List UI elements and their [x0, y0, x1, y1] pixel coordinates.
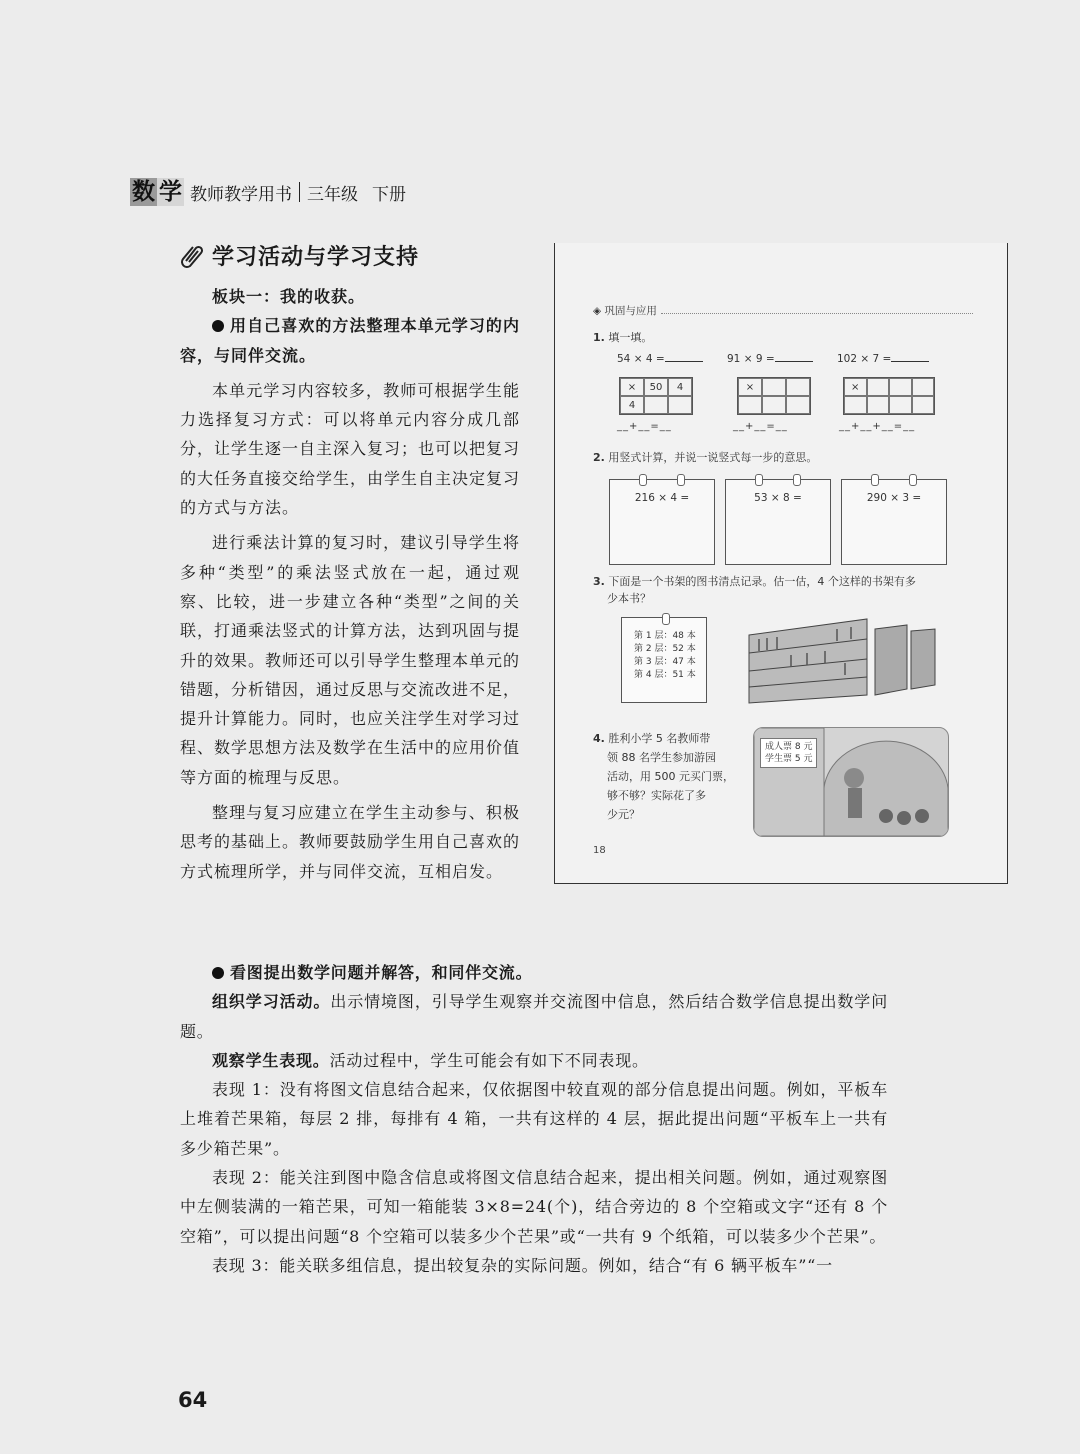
q4-text: 够不够？实际花了多: [607, 789, 706, 802]
q1-label: 1.: [593, 331, 605, 344]
multiplication-grid-1: [619, 377, 693, 415]
q1-eq-text: 54 × 4 =: [617, 353, 665, 365]
q1-eq-text: 91 × 9 =: [727, 353, 775, 365]
grid-cell: [762, 396, 786, 414]
record-line: 第 2 层：52 本: [634, 644, 696, 654]
ticket-price-line: 成人票 8 元: [765, 742, 813, 752]
subject-logo: [130, 178, 184, 206]
bullet-point-2: [180, 958, 888, 987]
record-line: 第 1 层：48 本: [634, 631, 696, 641]
grid-cell: [668, 396, 692, 414]
park-ticket-illustration: [753, 727, 949, 837]
grid-cell: 50: [644, 378, 668, 396]
paragraph-lead: 组织学习活动。: [212, 992, 331, 1012]
grid-cell: [644, 396, 668, 414]
grid-cell: ×: [844, 378, 867, 396]
inventory-record-card: [621, 617, 707, 703]
book-title: 教师教学用书: [190, 184, 292, 205]
grid-cell: [738, 396, 762, 414]
diamond-icon: ◈: [593, 304, 605, 317]
q3-label: 3.: [593, 575, 605, 588]
q4-text: 胜利小学 5 名教师带: [608, 732, 711, 745]
multiplication-grid-2: [737, 377, 811, 415]
inset-page-number: 18: [593, 845, 606, 856]
bullet-point-1: [180, 311, 520, 370]
q4-text: 领 88 名学生参加游园: [607, 751, 716, 764]
calc-expression: 290 × 3 =: [866, 492, 922, 504]
inset-subtitle-text: 巩固与应用: [604, 305, 657, 317]
sum-line: __+__+__=__: [839, 421, 916, 432]
page-number: 64: [178, 1388, 208, 1412]
calc-card: [609, 479, 715, 565]
bullet-icon: [212, 320, 224, 332]
paragraph: 表现 3：能关联多组信息，提出较复杂的实际问题。例如，结合“有 6 辆平板车”“一: [212, 1255, 833, 1275]
q4-text: 活动，用 500 元买门票，: [607, 770, 734, 783]
grid-cell: [889, 396, 912, 414]
calc-card: [841, 479, 947, 565]
textbook-inset: [554, 243, 1008, 884]
sum-line: __+__=__: [617, 421, 672, 432]
q1-text: 填一填。: [608, 331, 653, 344]
paragraph-lead: 观察学生表现。: [212, 1050, 330, 1070]
grid-cell: ×: [620, 378, 644, 396]
q1-equation: [837, 353, 929, 365]
q3-text: 少本书？: [607, 592, 651, 605]
running-header: [130, 176, 406, 208]
grid-cell: [786, 378, 810, 396]
left-column: [180, 282, 520, 886]
block-title: 板块一：我的收获。: [212, 287, 366, 306]
grid-cell: [912, 378, 935, 396]
paragraph-body: 出示情境图，引导学生观察并交流图中信息，然后结合数学信息提出数学问题。: [180, 992, 888, 1041]
grid-cell: [844, 396, 867, 414]
paperclip-icon: [180, 243, 206, 269]
bookshelves-illustration: [747, 615, 937, 705]
q4-text: 少元？: [607, 808, 640, 821]
record-line: 第 4 层：51 本: [634, 670, 696, 680]
question-3: [593, 573, 916, 607]
volume-label: 下册: [372, 184, 406, 205]
grid-cell: [867, 378, 890, 396]
multiplication-grid-3: [843, 377, 935, 415]
calc-expression: 53 × 8 =: [754, 492, 802, 504]
grid-cell: [912, 396, 935, 414]
bottom-text: [180, 958, 888, 1280]
grade-label: 三年级: [307, 184, 358, 205]
logo-char-1: 数: [132, 179, 155, 205]
question-2: [593, 449, 817, 465]
section-title: [180, 240, 419, 271]
question-4: [593, 729, 734, 824]
bullet-text: 用自己喜欢的方法整理本单元学习的内容，与同伴交流。: [180, 316, 520, 365]
record-line: 第 3 层：47 本: [634, 657, 696, 667]
inset-subtitle: [593, 303, 973, 318]
paragraph: 整理与复习应建立在学生主动参与、积极思考的基础上。教师要鼓励学生用自己喜欢的方式梳理所学，并与同伴交流，互相启发。: [180, 803, 521, 881]
q2-label: 2.: [593, 451, 605, 464]
paragraph: 表现 1：没有将图文信息结合起来，仅依据图中较直观的部分信息提出问题。例如，平板车上堆着芒果箱，每层 2 排，每排有 4 箱，一共有这样的 4 层，据此提出问题“平板车上一共有多少箱芒果”。: [180, 1080, 888, 1158]
q1-eq-text: 102 × 7 =: [837, 353, 892, 365]
q1-equation: [617, 353, 703, 365]
logo-char-2: 学: [159, 179, 182, 205]
q4-label: 4.: [593, 732, 605, 745]
paragraph-body: 活动过程中，学生可能会有如下不同表现。: [329, 1050, 649, 1070]
ticket-price-line: 学生票 5 元: [765, 754, 813, 764]
q3-text: 下面是一个书架的图书清点记录。估一估，4 个这样的书架有多: [608, 575, 916, 588]
paragraph: 本单元学习内容较多，教师可根据学生能力选择复习方式：可以将单元内容分成几部分，让学生逐一自主深入复习；也可以把复习的大任务直接交给学生，由学生自主决定复习的方式与方法。: [180, 380, 521, 518]
grid-cell: [889, 378, 912, 396]
sum-line: __+__=__: [733, 421, 788, 432]
paragraph: 进行乘法计算的复习时，建议引导学生将多种“类型”的乘法竖式放在一起，通过观察、比较，进一步建立各种“类型”之间的关联，打通乘法竖式的计算方法，达到巩固与提升的效果。教师还可以引导学生整理本单元的错题，分析错因，通过反思与交流改进不足，提升计算能力。同时，也应关注学生对学习过程、数学思想方法及数学在生活中的应用价值等方面的梳理与反思。: [180, 533, 521, 787]
section-title-text: 学习活动与学习支持: [212, 245, 420, 270]
paragraph: [180, 1046, 888, 1075]
paragraph: 表现 2：能关注到图中隐含信息或将图文信息结合起来，提出相关问题。例如，通过观察图中左侧装满的一箱芒果，可知一箱能装 3×8=24(个)，结合旁边的 8 个空箱或文字“还有 8 个空箱”，可以提出问题“8 个空箱可以装多少个芒果”或“一共有 9 个纸箱，可以装多少个芒果”。: [180, 1168, 888, 1246]
grid-cell: ×: [738, 378, 762, 396]
calc-card: [725, 479, 831, 565]
bullet-icon: [212, 967, 224, 979]
q1-equation: [727, 353, 813, 365]
grid-cell: [867, 396, 890, 414]
calc-expression: 216 × 4 =: [634, 492, 690, 504]
grid-cell: 4: [620, 396, 644, 414]
bullet-text: 看图提出数学问题并解答，和同伴交流。: [230, 963, 533, 982]
question-1: [593, 329, 652, 345]
grid-cell: [786, 396, 810, 414]
q2-text: 用竖式计算，并说一说竖式每一步的意思。: [608, 451, 818, 464]
grid-cell: [762, 378, 786, 396]
paragraph: [180, 987, 888, 1046]
grid-cell: 4: [668, 378, 692, 396]
ticket-price-sign: [760, 738, 817, 768]
